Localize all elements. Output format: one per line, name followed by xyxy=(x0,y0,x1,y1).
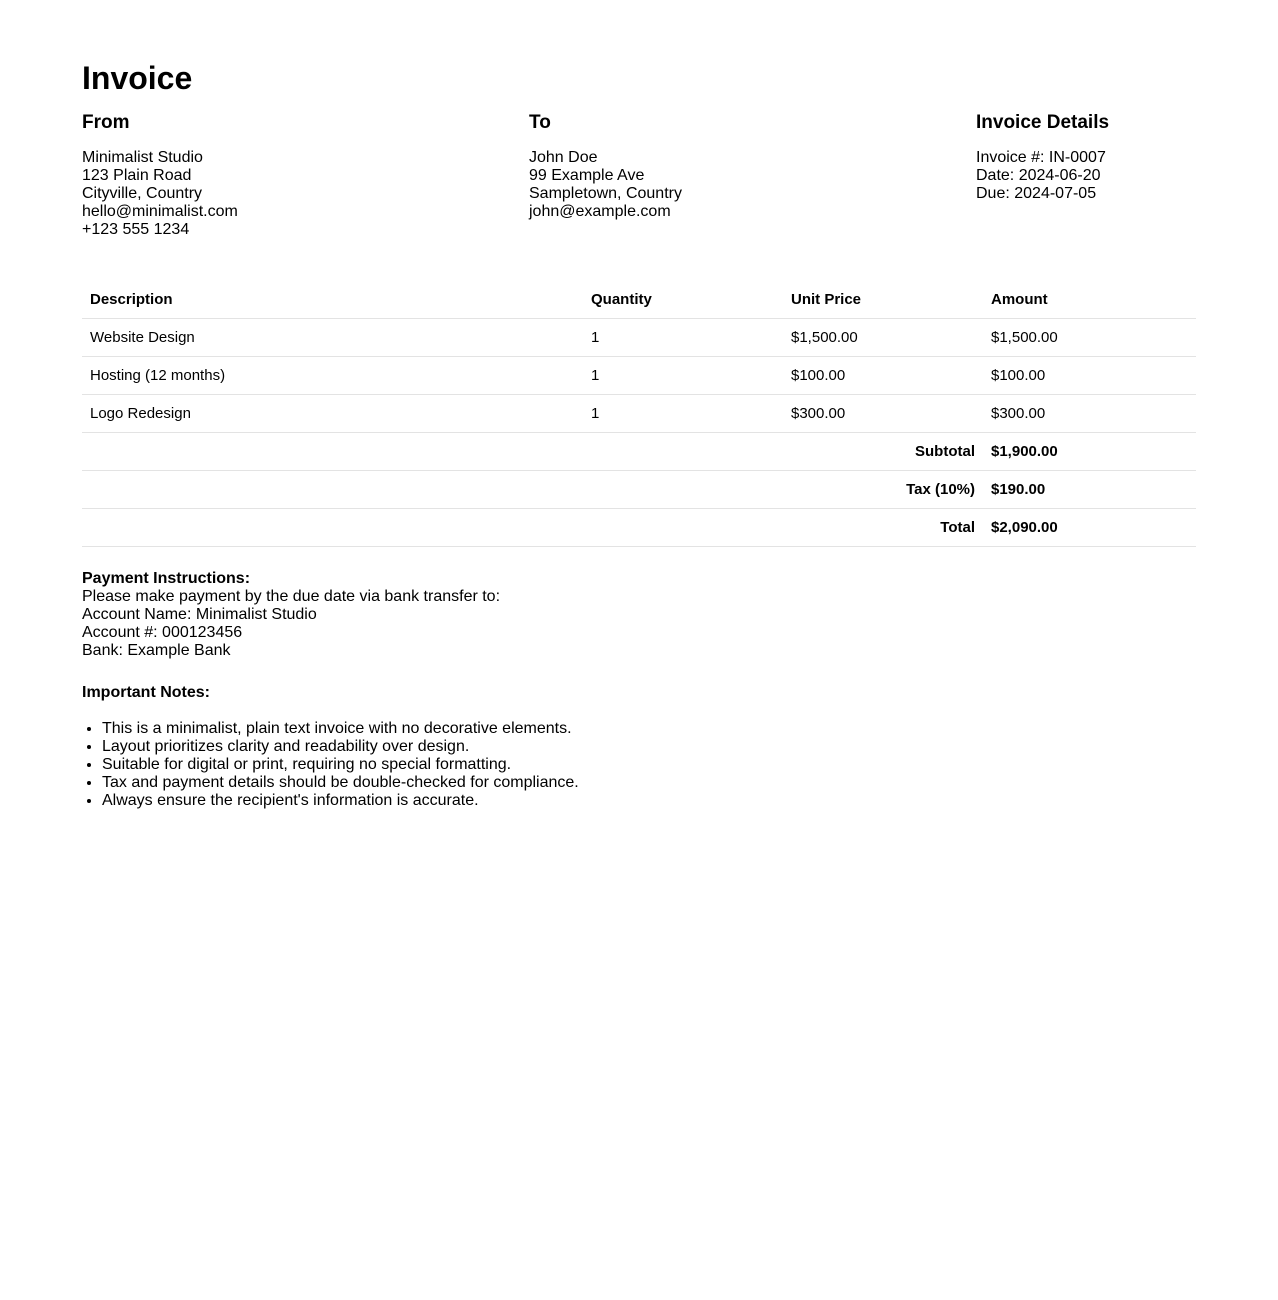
payment-heading: Payment Instructions: xyxy=(82,570,251,587)
to-street: 99 Example Ave xyxy=(529,167,645,184)
item-unit-price: $1,500.00 xyxy=(783,319,983,357)
header-description: Description xyxy=(82,281,583,319)
item-amount: $100.00 xyxy=(983,357,1196,395)
table-header-row xyxy=(82,281,1196,319)
notes-list xyxy=(82,720,579,810)
to-heading: To xyxy=(529,112,551,133)
from-email: hello@minimalist.com xyxy=(82,203,238,220)
from-city: Cityville, Country xyxy=(82,185,203,202)
table-row xyxy=(82,357,1196,395)
total-row xyxy=(82,509,1196,547)
item-unit-price: $100.00 xyxy=(783,357,983,395)
list-item: • Tax and payment details should be double-checked for compliance. xyxy=(102,774,579,792)
to-address xyxy=(529,149,682,221)
payment-account-name: Account Name: Minimalist Studio xyxy=(82,606,317,623)
invoice-number: Invoice #: IN-0007 xyxy=(976,149,1106,166)
item-quantity: 1 xyxy=(583,319,783,357)
item-amount: $300.00 xyxy=(983,395,1196,433)
invoice-details-heading: Invoice Details xyxy=(976,112,1110,133)
tax-label: Tax (10%) xyxy=(82,471,983,509)
subtotal-value: $1,900.00 xyxy=(983,433,1196,471)
tax-row xyxy=(82,471,1196,509)
from-phone: +123 555 1234 xyxy=(82,221,190,238)
item-description: Logo Redesign xyxy=(82,395,583,433)
header-amount: Amount xyxy=(983,281,1196,319)
item-unit-price: $300.00 xyxy=(783,395,983,433)
item-description: Website Design xyxy=(82,319,583,357)
header-unit-price: Unit Price xyxy=(783,281,983,319)
invoice-date: Date: 2024-06-20 xyxy=(976,167,1101,184)
table-row xyxy=(82,319,1196,357)
total-value: $2,090.00 xyxy=(983,509,1196,547)
header-quantity: Quantity xyxy=(583,281,783,319)
to-name: John Doe xyxy=(529,149,598,166)
total-label: Total xyxy=(82,509,983,547)
payment-line: Please make payment by the due date via bank transfer to: xyxy=(82,588,501,605)
payment-instructions xyxy=(82,570,500,660)
list-item: • Always ensure the recipient's information is accurate. xyxy=(102,792,579,810)
subtotal-label: Subtotal xyxy=(82,433,983,471)
to-section xyxy=(529,111,682,221)
list-item: • Layout prioritizes clarity and readability over design. xyxy=(102,738,579,756)
from-company: Minimalist Studio xyxy=(82,149,203,166)
from-heading: From xyxy=(82,112,130,133)
invoice-due-date: Due: 2024-07-05 xyxy=(976,185,1097,202)
table-row xyxy=(82,395,1196,433)
invoice-title: Invoice xyxy=(82,60,193,96)
from-address xyxy=(82,149,238,239)
important-notes xyxy=(82,684,579,810)
invoice-details-lines xyxy=(976,149,1109,203)
item-description: Hosting (12 months) xyxy=(82,357,583,395)
item-amount: $1,500.00 xyxy=(983,319,1196,357)
from-section xyxy=(82,111,238,239)
to-email: john@example.com xyxy=(529,203,671,220)
tax-value: $190.00 xyxy=(983,471,1196,509)
notes-heading: Important Notes: xyxy=(82,684,210,701)
payment-bank: Bank: Example Bank xyxy=(82,642,231,659)
item-quantity: 1 xyxy=(583,357,783,395)
item-quantity: 1 xyxy=(583,395,783,433)
list-item: • Suitable for digital or print, requiring no special formatting. xyxy=(102,756,579,774)
line-items-table xyxy=(82,281,1196,547)
invoice-details-section xyxy=(976,111,1109,203)
from-street: 123 Plain Road xyxy=(82,167,192,184)
list-item: • This is a minimalist, plain text invoice with no decorative elements. xyxy=(102,720,579,738)
subtotal-row xyxy=(82,433,1196,471)
to-city: Sampletown, Country xyxy=(529,185,682,202)
payment-account-number: Account #: 000123456 xyxy=(82,624,243,641)
